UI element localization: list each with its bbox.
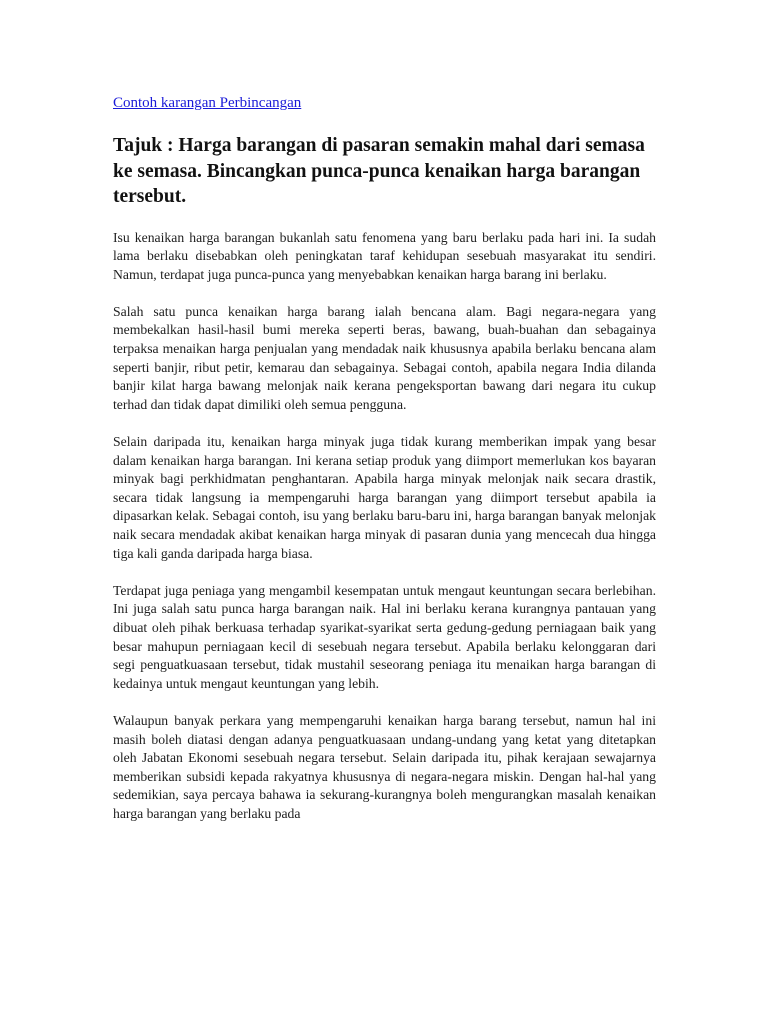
document-page: [113, 94, 656, 824]
paragraph-conclusion: Walaupun banyak perkara yang mempengaruhi kenaikan harga barang tersebut, namun hal ini masih boleh diatasi dengan adanya penguatkuasaan undang-undang yang ketat yang ditetapkan oleh Jabatan Ekonomi sesebuah negara tersebut. Selain daripada itu, pihak kerajaan sewajarnya memberikan subsidi kepada rakyatnya khususnya di negara-negara miskin. Dengan hal-hal yang sedemikian, saya percaya bahawa ia sekurang-kurangnya boleh mengurangkan masalah kenaikan harga barangan yang berlaku pada: [113, 712, 656, 821]
essay-title: Tajuk : Harga barangan di pasaran semakin mahal dari semasa ke semasa. Bincangkan punca-punca kenaikan harga barangan tersebut.: [113, 135, 645, 207]
paragraph-oil-price: Selain daripada itu, kenaikan harga minyak juga tidak kurang memberikan impak yang besar dalam kenaikan harga barangan. Ini kerana setiap produk yang diimport memerlukan kos bayaran minyak bagi perkhidmatan penghantaran. Apabila harga minyak melonjak naik secara drastik, secara tidak langsung ia mempengaruhi harga barangan yang diimport tersebut apabila ia dipasarkan kelak. Sebagai contoh, isu yang berlaku baru-baru ini, harga barangan banyak melonjak naik secara mendadak akibat kenaikan harga minyak di pasaran dunia yang mencecah dua hingga tiga kali ganda daripada harga biasa.: [113, 434, 656, 561]
document-link[interactable]: Contoh karangan Perbincangan: [113, 95, 302, 111]
paragraph-traders-profit: Terdapat juga peniaga yang mengambil kesempatan untuk mengaut keuntungan secara berlebihan. Ini juga salah satu punca harga barangan naik. Hal ini berlaku kerana kurangnya pantauan yang dibuat oleh pihak berkuasa terhadap syarikat-syarikat serta gedung-gedung perniagaan baik yang besar mahupun perniagaan kecil di sesebuah negara tersebut. Apabila berlaku kelonggaran dari segi penguatkuasaan tersebut, tidak mustahil seseorang peniaga itu menaikan harga barangan di kedainya untuk mengaut keuntungan yang lebih.: [113, 582, 656, 691]
paragraph-intro: Isu kenaikan harga barangan bukanlah satu fenomena yang baru berlaku pada hari ini. Ia sudah lama berlaku disebabkan oleh peningkatan taraf kehidupan sesebuah masyarakat itu sendiri. Namun, terdapat juga punca-punca yang menyebabkan kenaikan harga barang ini berlaku.: [113, 229, 656, 282]
essay-body: [113, 229, 656, 824]
paragraph-natural-disaster: Salah satu punca kenaikan harga barang ialah bencana alam. Bagi negara-negara yang membekalkan hasil-hasil bumi mereka seperti beras, bawang, buah-buahan dan sebagainya terpaksa menaikan harga penjualan yang mendadak naik khususnya apabila berlaku bencana alam seperti banjir, ribut petir, kemarau dan sebagainya. Sebagai contoh, apabila negara India dilanda banjir kilat harga bawang melonjak naik kerana pengeksportan bawang dari negara itu cukup terhad dan tidak dapat dimiliki oleh semua pengguna.: [113, 303, 656, 412]
